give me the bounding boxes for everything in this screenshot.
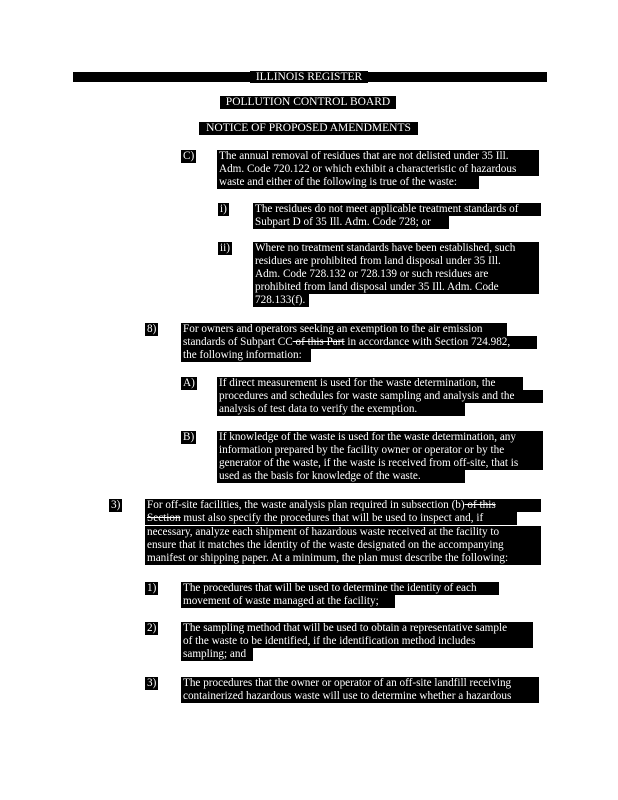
item-label-i: i) xyxy=(220,203,227,215)
item-3-line2-post: must also specify the procedures that will be used to inspect and, if xyxy=(180,512,484,524)
notice-title: NOTICE OF PROPOSED AMENDMENTS xyxy=(199,122,418,135)
item-3-line1-pre: For off-site facilities, the waste analysis plan required in subsection (b) xyxy=(147,499,465,511)
register-title: ILLINOIS REGISTER xyxy=(250,71,368,83)
item-label-C: C) xyxy=(183,150,195,162)
item-3-deleted-text-2: Section xyxy=(147,512,181,524)
item-label-2: 2) xyxy=(147,622,157,634)
item-label-3b: 3) xyxy=(147,677,157,689)
item-label-1: 1) xyxy=(147,582,157,594)
item-label-ii: ii) xyxy=(220,242,230,254)
item-8-line2-post: in accordance with Section 724.982, xyxy=(344,336,511,348)
item-label-8: 8) xyxy=(147,323,157,335)
item-8-deleted-text: of this Part xyxy=(292,336,345,348)
item-3-deleted-text-1: of this xyxy=(464,499,496,511)
item-label-A: A) xyxy=(183,377,195,389)
item-label-B: B) xyxy=(183,431,195,443)
item-8-line2-pre: standards of Subpart CC xyxy=(183,336,293,348)
board-title: POLLUTION CONTROL BOARD xyxy=(220,96,396,109)
item-label-3: 3) xyxy=(111,499,121,511)
